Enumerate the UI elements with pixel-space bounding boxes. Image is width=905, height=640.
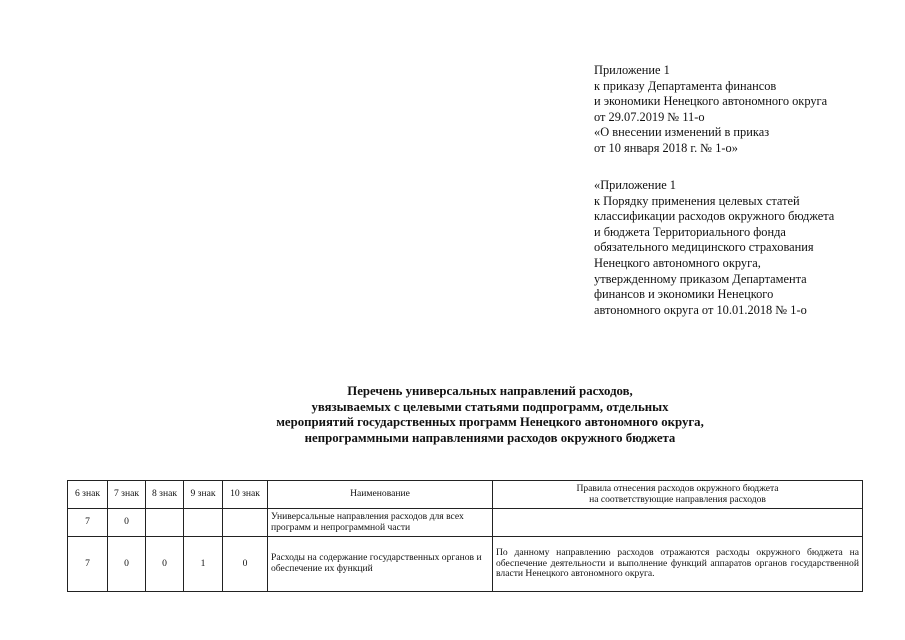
header-digit-6: 6 знак (68, 481, 108, 509)
cell-digit-9: 1 (184, 537, 223, 592)
title-line: увязываемых с целевыми статьями подпрограмм, отдельных (311, 399, 669, 414)
cell-rule: По данному направлению расходов отражаются расходы окружного бюджета на обеспечение деятельности и выполнение функций аппаратов органов государственной власти Ненецкого автономного округа. (493, 537, 863, 592)
appendix-line: Ненецкого автономного округа, (594, 255, 761, 270)
cell-digit-8: 0 (146, 537, 184, 592)
document-title (180, 384, 800, 446)
cell-name: Расходы на содержание государственных органов и обеспечение их функций (268, 537, 493, 592)
appendix-line: от 29.07.2019 № 11-о (594, 109, 705, 124)
appendix-line: «О внесении изменений в приказ (594, 125, 770, 140)
cell-digit-7: 0 (108, 509, 146, 537)
title-line: непрограммными направлениями расходов окружного бюджета (304, 430, 676, 445)
appendix-procedure-reference (594, 178, 894, 318)
title-line: Перечень универсальных направлений расходов, (347, 384, 633, 398)
appendix-line: и бюджета Территориального фонда (594, 224, 786, 239)
cell-digit-10 (223, 509, 268, 537)
appendix-line: от 10 января 2018 г. № 1-о» (594, 140, 738, 155)
header-rules (493, 481, 863, 509)
cell-digit-6: 7 (68, 537, 108, 592)
cell-rule (493, 509, 863, 537)
table-row (68, 509, 863, 537)
appendix-line: и экономики Ненецкого автономного округа (594, 94, 828, 109)
header-name: Наименование (268, 481, 493, 509)
header-digit-8: 8 знак (146, 481, 184, 509)
appendix-line: автономного округа от 10.01.2018 № 1-о (594, 302, 807, 317)
title-line: мероприятий государственных программ Ненецкого автономного округа, (276, 415, 704, 429)
appendix-line: к приказу Департамента финансов (594, 78, 777, 93)
cell-digit-8 (146, 509, 184, 537)
table-row (68, 537, 863, 592)
cell-digit-10: 0 (223, 537, 268, 592)
cell-name: Универсальные направления расходов для всех программ и непрограммной части (268, 509, 493, 537)
cell-digit-6: 7 (68, 509, 108, 537)
appendix-order-reference (594, 63, 894, 157)
appendix-line: классификации расходов окружного бюджета (594, 209, 835, 224)
appendix-line: к Порядку применения целевых статей (594, 193, 800, 208)
table-header-row (68, 481, 863, 509)
appendix-line: «Приложение 1 (594, 178, 676, 192)
header-digit-10: 10 знак (223, 481, 268, 509)
header-digit-7: 7 знак (108, 481, 146, 509)
cell-digit-7: 0 (108, 537, 146, 592)
appendix-line: обязательного медицинского страхования (594, 240, 814, 255)
appendix-line: Приложение 1 (594, 63, 670, 77)
header-rules-line: Правила отнесения расходов окружного бюджета (576, 482, 779, 494)
cell-digit-9 (184, 509, 223, 537)
appendix-line: финансов и экономики Ненецкого (594, 287, 774, 302)
expense-directions-table (67, 480, 863, 592)
header-digit-9: 9 знак (184, 481, 223, 509)
appendix-line: утвержденному приказом Департамента (594, 271, 807, 286)
header-rules-line: на соответствующие направления расходов (589, 493, 766, 505)
